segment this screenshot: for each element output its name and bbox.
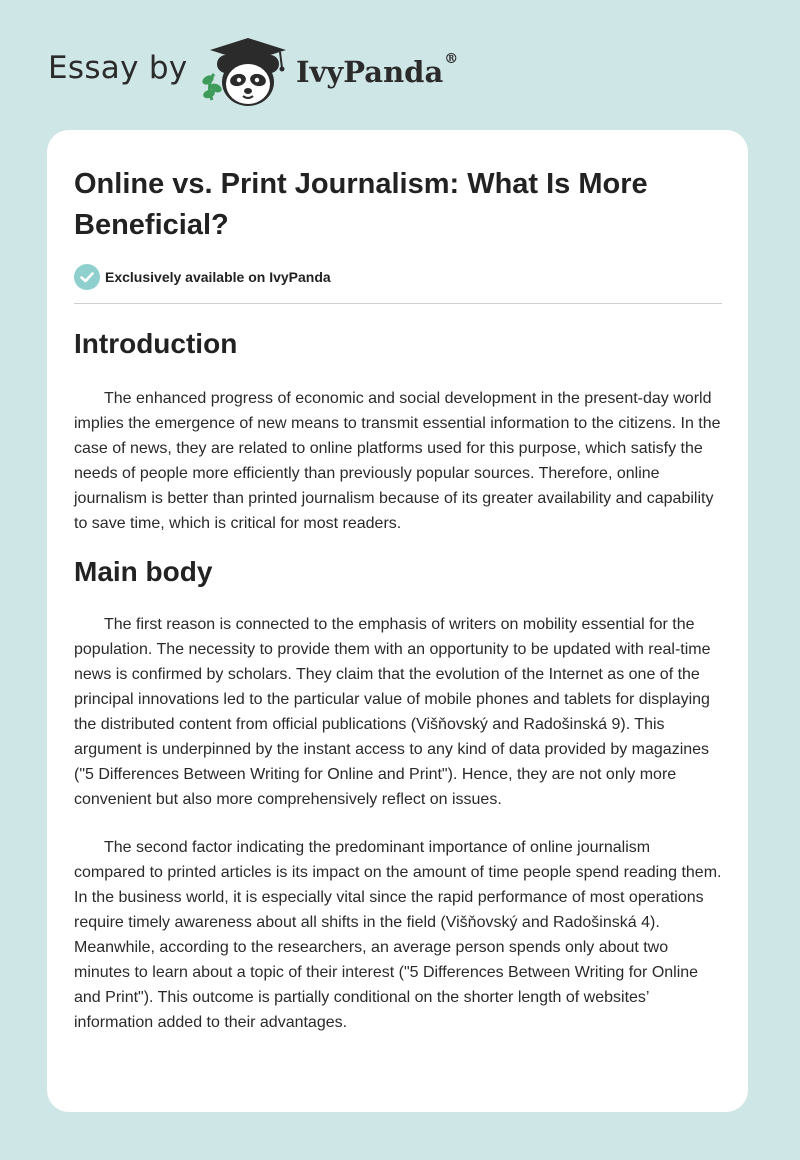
brand-prefix: Essay by [48, 50, 188, 86]
badge-label: Exclusively available on IvyPanda [105, 269, 331, 285]
exclusive-badge [74, 264, 331, 290]
section-heading-introduction: Introduction [74, 328, 238, 359]
brand-name[interactable]: IvyPanda® [296, 51, 459, 89]
paragraph-main-body-2: The second factor indicating the predominant importance of online journalism compared to printed articles is its impact on the amount of time people spend reading them. In the business world, it is especially vital since the rapid performance of most operations require timely awareness about all shifts in the field (Višňovský and Radošinská 4). Meanwhile, according to the researchers, an average person spends only about two minutes to learn about a topic of their interest ("5 Differences Between Writing for Online and Print"). This outcome is partially conditional on the shorter length of websites’ information added to their advantages. [74, 839, 722, 1031]
paragraph-introduction: The enhanced progress of economic and social development in the present-day world implies the emergence of new means to transmit essential information to the citizens. In the case of news, they are related to online platforms used for this purpose, which satisfy the needs of people more efficiently than previously popular sources. Therefore, online journalism is better than printed journalism because of its greater availability and capability to save time, which is critical for most readers. [74, 390, 721, 532]
panda-graduate-logo-icon[interactable] [200, 34, 296, 108]
essay-card [47, 130, 748, 1112]
registered-mark: ® [444, 51, 459, 67]
section-heading-main-body: Main body [74, 556, 213, 587]
title-divider [74, 303, 722, 304]
page-title: Online vs. Print Journalism: What Is More Beneficial? [74, 168, 648, 241]
paragraph-main-body-1: The first reason is connected to the emphasis of writers on mobility essential for the population. The necessity to provide them with an opportunity to be updated with real-time news is confirmed by scholars. They claim that the evolution of the Internet as one of the principal innovations led to the particular value of mobile phones and tablets for displaying the distributed content from official publications (Višňovský and Radošinská 9). This argument is underpinned by the instant access to any kind of data provided by magazines ("5 Differences Between Writing for Online and Print"). Hence, they are not only more convenient but also more comprehensively reflect on issues. [74, 616, 711, 808]
site-header [0, 0, 800, 130]
check-circle-icon [74, 264, 100, 290]
